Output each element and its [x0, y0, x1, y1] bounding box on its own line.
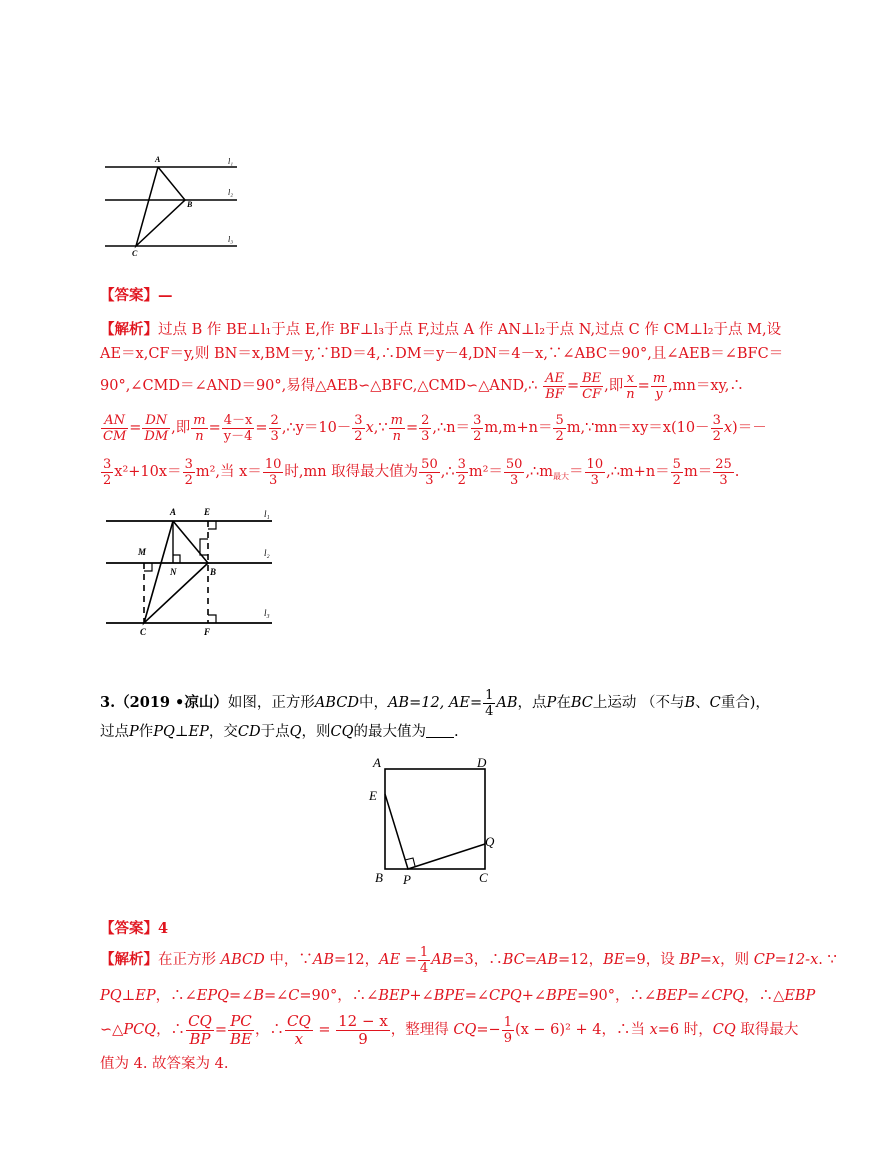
problem-text: ，交	[208, 724, 238, 740]
solution-text: ,∴y＝10－	[281, 420, 352, 436]
problem-text: 上运动 （不与	[592, 695, 685, 711]
solution-text: ,∴n＝	[432, 420, 471, 436]
problem-text: ，点	[517, 695, 547, 711]
solution-text: ,∴	[440, 464, 455, 480]
problem-source: （2019 •凉山）	[115, 694, 228, 711]
figure-solution-construction	[100, 503, 280, 643]
label-C: C	[132, 249, 138, 258]
problem-3-line-1	[100, 683, 770, 723]
problem-text: 重合)，	[720, 695, 770, 711]
problem-text: ABCD	[314, 695, 359, 711]
fraction: $\frac{10}{3}$	[586, 456, 604, 488]
solution-text: 90°,∠CMD＝∠AND＝90°,易得△AEB∽△BFC,△CMD∽△AND,∴	[100, 378, 538, 394]
solution-text: ,即	[171, 420, 191, 436]
label-E: E	[369, 788, 377, 803]
fraction: $\frac{BE}{CF}$	[582, 370, 602, 402]
solution-text: ,∴m	[525, 464, 554, 480]
label-l3: l₃	[264, 608, 270, 618]
figure-parallel-lines-triangle	[100, 150, 250, 260]
problem-text: CQ	[330, 724, 354, 740]
problem-text: 于点	[260, 724, 290, 740]
solution-text: m＝	[683, 464, 713, 480]
fraction: $\frac{50}{3}$	[505, 456, 523, 488]
label-N: N	[170, 567, 177, 577]
problem-text: 在	[556, 695, 571, 711]
solution-text: ＝	[569, 464, 584, 480]
solution-text: x²+10x＝	[114, 464, 182, 480]
label-l2: l₂	[264, 548, 270, 558]
fraction: $\frac{m}{y}$	[652, 370, 666, 402]
problem-text: 、	[695, 695, 710, 711]
fraction: $\frac{2}{3}$	[270, 412, 279, 444]
fraction: $\frac{3}{2}$	[103, 456, 112, 488]
problem-text: AB=12,	[387, 695, 445, 711]
fraction: $\frac{3}{2}$	[712, 412, 721, 444]
problem-number: 3.	[100, 694, 116, 711]
problem-text: =	[469, 695, 483, 711]
solution-text: ,∴m+n＝	[606, 464, 670, 480]
problem-text: 中，	[358, 695, 388, 711]
solution-text: 值为 4. 故答案为 4.	[100, 1056, 229, 1072]
label-l1: l₁	[228, 157, 234, 166]
problem-text: PQ⊥EP	[153, 724, 209, 740]
problem-text: CD	[237, 724, 261, 740]
solution-text: )＝－	[732, 420, 767, 436]
answer-tag: 【答案】	[100, 287, 158, 304]
solution-3-line-1: 【解析】在正方形 ABCD 中，∵AB=12，AE = $\frac{1}{4}$ AB=3，∴BC=AB=12，BE=9，设 BP=x，则 CP=12-x. ∵	[100, 944, 837, 976]
solution-tag: 【解析】	[100, 321, 158, 338]
answer-value: —	[158, 287, 173, 304]
fraction: $\frac{2}{3}$	[421, 412, 430, 444]
fraction: $\frac{x}{n}$	[626, 370, 635, 402]
label-P: P	[403, 872, 411, 887]
solution-1-line-1	[100, 320, 782, 340]
label-l3: l₃	[228, 235, 234, 244]
solution-text: m,∵mn＝xy＝x(10－	[566, 420, 710, 436]
var-x: x	[365, 420, 374, 436]
problem-text: 的最大值为	[353, 724, 426, 740]
fraction: $\frac{3}{2}$	[473, 412, 482, 444]
label-A: A	[170, 507, 177, 517]
label-Q: Q	[485, 834, 495, 849]
answer-value: 4	[158, 920, 169, 937]
label-A: A	[155, 155, 161, 164]
figure-square-abcd	[365, 752, 505, 888]
fraction: $\frac{3}{2}$	[354, 412, 363, 444]
fraction: $\frac{3}{2}$	[184, 456, 193, 488]
fraction: $\frac{AE}{BF}$	[545, 370, 564, 402]
label-M: M	[138, 547, 147, 557]
solution-text: 时,mn 取得最大值为	[284, 464, 419, 480]
subscript-max: 最大	[553, 472, 570, 481]
solution-text: ,即	[604, 378, 624, 394]
fraction: $\frac{AN}{CM}$	[103, 412, 127, 444]
label-B: B	[375, 870, 383, 885]
fraction: $\frac{4-x}{y-4}$	[223, 412, 253, 444]
solution-text: ,mn＝xy,∴	[668, 378, 744, 394]
problem-text: B	[684, 695, 696, 711]
fraction: $\frac{50}{3}$	[421, 456, 438, 488]
label-C: C	[479, 870, 488, 885]
problem-text: AE	[448, 695, 470, 711]
label-l2: l₂	[228, 188, 234, 197]
label-l1: l₁	[264, 509, 270, 519]
problem-text: AB	[496, 695, 518, 711]
solution-text: m,m+n＝	[484, 420, 553, 436]
problem-text: ，则	[301, 724, 331, 740]
solution-1-line-3: 90°,∠CMD＝∠AND＝90°,易得△AEB∽△BFC,△CMD∽△AND,∴ $\frac{AE}{BF}$ = $\frac{BE}{CF}$ ,即 $\frac{x}{n}$ = $\frac{m}{y}$ ,mn＝xy,∴	[100, 370, 744, 402]
problem-text: BC	[570, 695, 593, 711]
problem-text: .	[454, 724, 459, 740]
problem-text: C	[709, 695, 721, 711]
answer-1	[100, 286, 760, 306]
fraction: $\frac{5}{2}$	[672, 456, 681, 488]
label-B: B	[187, 200, 193, 209]
solution-text: m²＝	[468, 464, 503, 480]
fraction: $\frac{m}{n}$	[390, 412, 403, 444]
fraction: $\frac{DN}{DM}$	[144, 412, 169, 444]
solution-1-line-5	[100, 452, 760, 497]
answer-3	[100, 919, 760, 939]
fraction: $\frac{5}{2}$	[555, 412, 564, 444]
label-A: A	[373, 755, 381, 770]
fraction: $\frac{1}{4}$	[485, 687, 494, 719]
answer-tag: 【答案】	[100, 920, 158, 937]
solution-3-line-3: ∽△PCQ，∴ $\frac{CQ}{BP}$ = $\frac{PC}{BE}$ ，∴ $\frac{CQ}{x}$ = $\frac{12 - x}{9}$ ，整理得 CQ=− $\frac{1}{9}$ (x − 6)² + 4，∴当 x=6 时，CQ 取得最大	[100, 1011, 799, 1048]
fraction: $\frac{1}{4}$	[419, 944, 429, 976]
label-F: F	[204, 627, 211, 637]
solution-1-line-4: $\frac{AN}{CM}$ = $\frac{DN}{DM}$ ,即 $\frac{m}{n}$ = $\frac{4-x}{y-4}$ = $\frac{2}{3}$ ,∴y＝10－ $\frac{3}{2}$ x,∵ $\frac{m}{n}$ = $\frac{2}{3}$ ,∴n＝ $\frac{3}{2}$ m,m+n＝ $\frac{5}{2}$ m,∵mn＝xy＝x(10－ $\frac{3}{2}$ x)＝－	[103, 412, 767, 444]
problem-text: Q	[289, 724, 302, 740]
problem-text: P	[129, 724, 139, 740]
fraction: $\frac{CQ}{x}$	[286, 1011, 311, 1048]
fraction: $\frac{25}{3}$	[715, 456, 732, 488]
solution-3-line-4	[100, 1054, 760, 1074]
fraction: $\frac{CQ}{BP}$	[188, 1011, 212, 1048]
fraction: $\frac{PC}{BE}$	[230, 1011, 252, 1048]
fraction: $\frac{12 - x}{9}$	[338, 1011, 388, 1048]
problem-text: 如图，正方形	[227, 695, 315, 711]
solution-1-line-2	[100, 344, 784, 364]
answer-blank	[426, 723, 454, 738]
label-E: E	[204, 507, 211, 517]
label-D: D	[477, 755, 487, 770]
var-x: x	[723, 420, 733, 436]
problem-text: P	[546, 695, 557, 711]
fraction: $\frac{10}{3}$	[264, 456, 282, 488]
fraction: $\frac{1}{9}$	[503, 1014, 512, 1046]
fraction: $\frac{m}{n}$	[193, 412, 206, 444]
solution-tag: 【解析】	[100, 951, 158, 968]
solution-text: .	[734, 464, 740, 480]
label-C: C	[140, 627, 147, 637]
solution-text: ,∵	[373, 420, 388, 436]
label-B: B	[210, 567, 217, 577]
problem-text: 过点	[100, 724, 129, 740]
solution-3-line-2: PQ⊥EP，∴∠EPQ=∠B=∠C=90°，∴∠BEP+∠BPE=∠CPQ+∠BPE=90°，∴∠BEP=∠CPQ，∴△EBP	[100, 988, 816, 1004]
problem-text: 作	[138, 724, 154, 740]
solution-text: AE＝x,CF＝y,则 BN＝x,BM＝y,∵BD＝4,∴DM＝y－4,DN＝4－x,∵∠ABC＝90°,且∠AEB＝∠BFC＝	[100, 346, 784, 362]
solution-text: 过点 B 作 BE⊥l₁于点 E,作 BF⊥l₃于点 F,过点 A 作 AN⊥l₂于点 N,过点 C 作 CM⊥l₂于点 M,设	[158, 322, 782, 338]
problem-3-line-2	[100, 722, 760, 742]
solution-text: m²,当 x＝	[195, 464, 262, 480]
fraction: $\frac{3}{2}$	[457, 456, 466, 488]
